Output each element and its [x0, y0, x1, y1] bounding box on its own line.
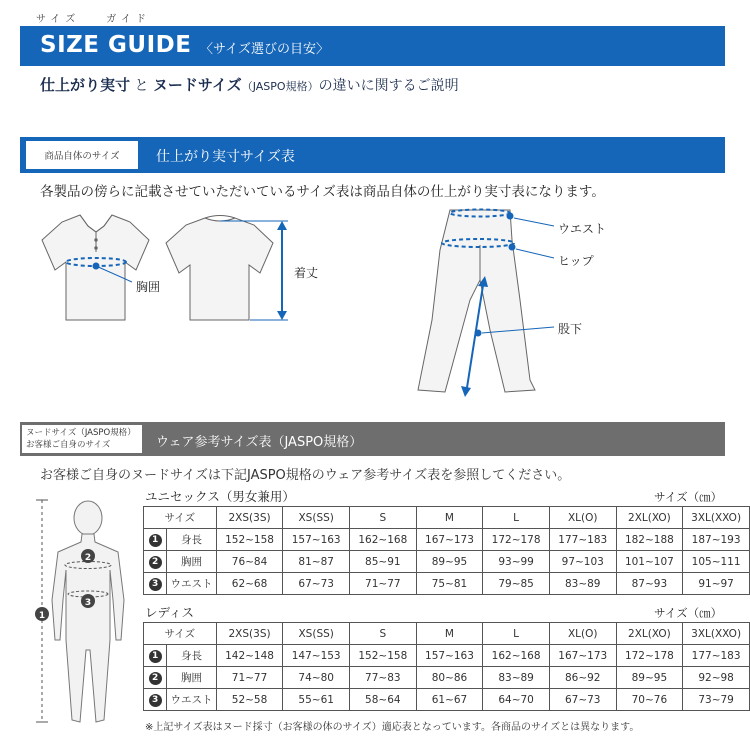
ladies-size-table: [143, 622, 750, 711]
row-label: 身長: [167, 645, 216, 667]
table-header-row: [144, 623, 750, 645]
table-cell: 71~77: [350, 573, 417, 595]
section2-tag-line2: お客様ご自身のサイズ: [26, 440, 111, 450]
body-figure-illustration: [0, 0, 140, 750]
table-cell: 87~93: [616, 573, 683, 595]
table-cell: 70~76: [616, 689, 683, 711]
ruby-guide: ガイド: [106, 14, 151, 25]
table-cell: 172~178: [616, 645, 683, 667]
column-header: L: [483, 623, 550, 645]
column-header: M: [416, 623, 483, 645]
marker-2-text: 2: [84, 553, 92, 563]
table-cell: 177~183: [683, 645, 750, 667]
table-cell: 167~173: [416, 529, 483, 551]
table-cell: 80~86: [416, 667, 483, 689]
column-header: S: [350, 507, 417, 529]
header-size-label: サイズ: [144, 623, 217, 645]
row-number-badge: 1: [149, 650, 162, 663]
table-row: [144, 689, 750, 711]
table-cell: 152~158: [216, 529, 283, 551]
label-chest: 胸囲: [136, 280, 161, 294]
row-label: ウエスト: [167, 573, 216, 595]
page-subtitle: 〈サイズ選びの目安〉: [200, 42, 329, 57]
table-cell: 62~68: [216, 573, 283, 595]
table-cell: 74~80: [283, 667, 350, 689]
table-cell: 83~89: [483, 667, 550, 689]
table-cell: 89~95: [616, 667, 683, 689]
table-cell: 182~188: [616, 529, 683, 551]
column-header: L: [483, 507, 550, 529]
row-number-badge: 1: [149, 534, 162, 547]
section1-tag: 商品自体のサイズ: [26, 141, 138, 169]
table-row: [144, 529, 750, 551]
table-row: [144, 573, 750, 595]
table-cell: 81~87: [283, 551, 350, 573]
waist-leader: [514, 218, 554, 226]
section1-title: 仕上がり実寸サイズ表: [156, 149, 295, 165]
column-header: M: [416, 507, 483, 529]
intro-explanation: の違いに関するご説明: [318, 78, 459, 94]
section2-description: お客様ご自身のヌードサイズは下記JASPO規格のウェア参考サイズ表を参照してください。: [40, 468, 571, 483]
table-cell: 67~73: [549, 689, 616, 711]
table-cell: 52~58: [216, 689, 283, 711]
marker-1-text: 1: [38, 611, 46, 621]
row-label: ウエスト: [167, 689, 216, 711]
section2-title: ウェア参考サイズ表（JASPO規格）: [156, 435, 363, 450]
table-cell: 91~97: [683, 573, 750, 595]
table-cell: 64~70: [483, 689, 550, 711]
ladies-table-title: レディス: [145, 605, 195, 620]
table-cell: 147~153: [283, 645, 350, 667]
row-number-badge: 3: [149, 694, 162, 707]
column-header: 2XL(XO): [616, 507, 683, 529]
table-cell: 105~111: [683, 551, 750, 573]
table-cell: 85~91: [350, 551, 417, 573]
table-header-row: [144, 507, 750, 529]
column-header: 2XL(XO): [616, 623, 683, 645]
table-cell: 162~168: [350, 529, 417, 551]
column-header: XS(SS): [283, 507, 350, 529]
column-header: 2XS(3S): [216, 507, 283, 529]
ladies-unit: サイズ（㎝）: [654, 606, 723, 620]
hip-leader: [516, 249, 554, 258]
intro-jaspo: （JASPO規格）: [241, 80, 319, 93]
table-cell: 77~83: [350, 667, 417, 689]
table-cell: 55~61: [283, 689, 350, 711]
row-number: [144, 551, 167, 573]
table-cell: 75~81: [416, 573, 483, 595]
column-header: XL(O): [549, 507, 616, 529]
table-cell: 142~148: [216, 645, 283, 667]
hip-measure-point: [509, 244, 516, 251]
row-label: 胸囲: [167, 667, 216, 689]
row-number-badge: 3: [149, 578, 162, 591]
section2-tag-line1: ヌードサイズ（JASPO規格）: [26, 428, 136, 438]
header-size-label: サイズ: [144, 507, 217, 529]
table-cell: 67~73: [283, 573, 350, 595]
marker-3-text: 3: [84, 598, 92, 608]
inseam-measure-point: [475, 330, 482, 337]
label-waist: ウエスト: [558, 222, 607, 236]
column-header: 3XL(XXO): [683, 507, 750, 529]
table-cell: 157~163: [416, 645, 483, 667]
table-cell: 76~84: [216, 551, 283, 573]
row-label: 身長: [167, 529, 216, 551]
column-header: XS(SS): [283, 623, 350, 645]
intro-nude-size: ヌードサイズ: [152, 76, 242, 94]
label-hip: ヒップ: [558, 254, 594, 268]
table-cell: 172~178: [483, 529, 550, 551]
body-silhouette: [52, 501, 124, 722]
row-number: [144, 689, 167, 711]
pants-illustration: [418, 210, 535, 392]
unisex-table-title: ユニセックス（男女兼用）: [145, 489, 295, 504]
table-cell: 61~67: [416, 689, 483, 711]
row-number: [144, 667, 167, 689]
label-inseam: 股下: [558, 322, 583, 336]
intro-finished-size: 仕上がり実寸: [40, 76, 131, 94]
row-number: [144, 573, 167, 595]
table-cell: 89~95: [416, 551, 483, 573]
table-cell: 152~158: [350, 645, 417, 667]
footnote: ※上記サイズ表はヌード採寸（お客様の体のサイズ）適応表となっています。各商品のサイズとは異なります。: [145, 722, 640, 733]
table-cell: 83~89: [549, 573, 616, 595]
waist-measure-point: [507, 213, 514, 220]
row-number: [144, 529, 167, 551]
table-cell: 167~173: [549, 645, 616, 667]
column-header: S: [350, 623, 417, 645]
table-row: [144, 667, 750, 689]
ruby-size: サイズ: [36, 14, 81, 25]
column-header: 3XL(XXO): [683, 623, 750, 645]
section1-description: 各製品の傍らに記載させていただいているサイズ表は商品自体の仕上がり実寸表になります。: [40, 184, 605, 200]
table-row: [144, 551, 750, 573]
table-cell: 71~77: [216, 667, 283, 689]
table-cell: 101~107: [616, 551, 683, 573]
table-cell: 187~193: [683, 529, 750, 551]
table-cell: 162~168: [483, 645, 550, 667]
table-cell: 58~64: [350, 689, 417, 711]
table-cell: 92~98: [683, 667, 750, 689]
shirt-back-illustration: [166, 216, 273, 321]
label-length: 着丈: [294, 266, 319, 280]
row-number: [144, 645, 167, 667]
table-cell: 73~79: [683, 689, 750, 711]
row-label: 胸囲: [167, 551, 216, 573]
table-cell: 157~163: [283, 529, 350, 551]
page-title: SIZE GUIDE: [40, 32, 192, 58]
unisex-size-table: [143, 506, 750, 595]
table-cell: 177~183: [549, 529, 616, 551]
table-row: [144, 645, 750, 667]
row-number-badge: 2: [149, 556, 162, 569]
table-cell: 97~103: [549, 551, 616, 573]
column-header: XL(O): [549, 623, 616, 645]
column-header: 2XS(3S): [216, 623, 283, 645]
row-number-badge: 2: [149, 672, 162, 685]
unisex-unit: サイズ（㎝）: [654, 490, 723, 504]
intro-and: と: [130, 78, 153, 94]
table-cell: 86~92: [549, 667, 616, 689]
table-cell: 79~85: [483, 573, 550, 595]
table-cell: 93~99: [483, 551, 550, 573]
